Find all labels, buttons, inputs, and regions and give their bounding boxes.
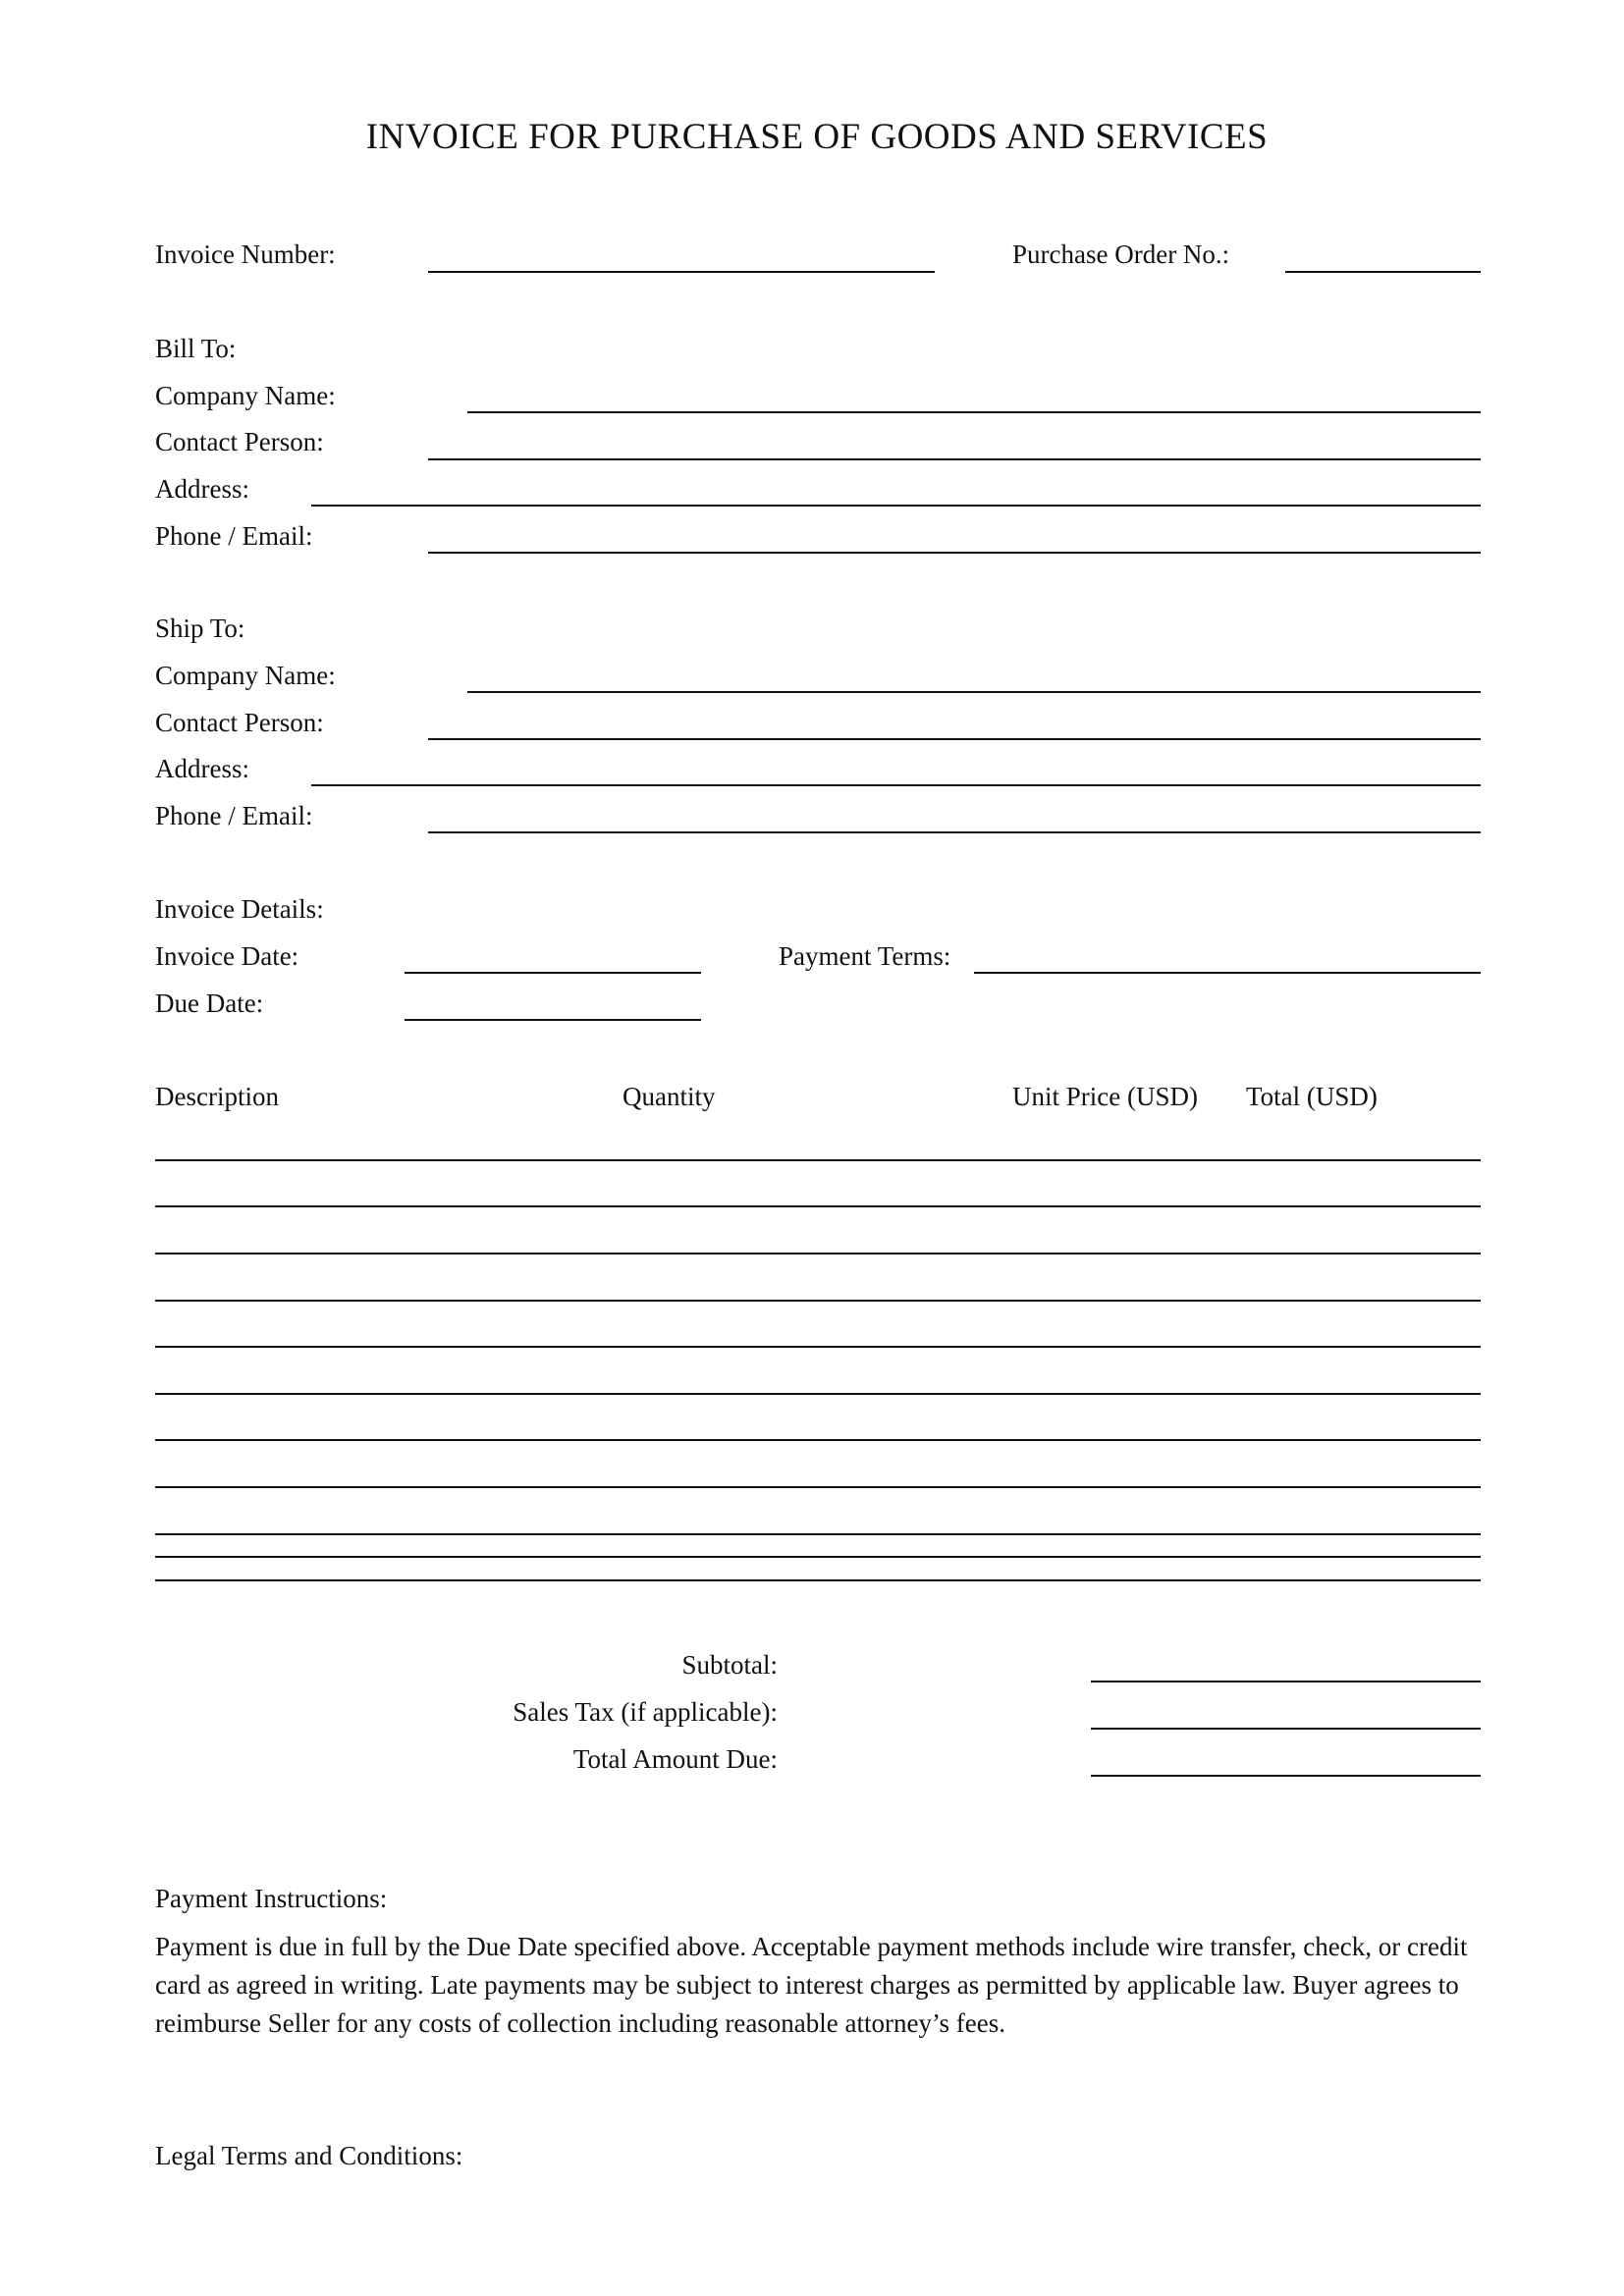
payment-terms-label: Payment Terms: — [779, 941, 951, 971]
ship-to-address-field[interactable] — [311, 784, 1481, 786]
column-header-unit-price: Unit Price (USD) — [1012, 1082, 1198, 1111]
sales-tax-label: Sales Tax (if applicable): — [513, 1697, 778, 1727]
item-line-2[interactable] — [155, 1205, 1481, 1207]
purchase-order-label: Purchase Order No.: — [1012, 240, 1230, 269]
item-line-9[interactable] — [155, 1533, 1481, 1535]
due-date-field[interactable] — [405, 1019, 701, 1021]
item-line-10[interactable] — [155, 1556, 1481, 1558]
purchase-order-field[interactable] — [1285, 271, 1481, 273]
invoice-number-label: Invoice Number: — [155, 240, 336, 269]
item-line-3[interactable] — [155, 1253, 1481, 1255]
bill-to-address-label: Address: — [155, 474, 249, 504]
subtotal-label: Subtotal: — [681, 1650, 778, 1680]
sales-tax-field[interactable] — [1091, 1728, 1481, 1730]
item-line-7[interactable] — [155, 1439, 1481, 1441]
payment-terms-field[interactable] — [974, 972, 1481, 974]
ship-to-contact-field[interactable] — [428, 738, 1481, 740]
bill-to-contact-label: Contact Person: — [155, 427, 324, 456]
ship-to-company-field[interactable] — [467, 691, 1481, 693]
invoice-date-field[interactable] — [405, 972, 701, 974]
total-due-field[interactable] — [1091, 1775, 1481, 1777]
column-header-quantity: Quantity — [623, 1082, 716, 1111]
invoice-date-label: Invoice Date: — [155, 941, 299, 971]
ship-to-heading: Ship To: — [155, 614, 245, 643]
column-header-description: Description — [155, 1082, 279, 1111]
item-line-6[interactable] — [155, 1393, 1481, 1395]
payment-instructions-body: Payment is due in full by the Due Date specified above. Acceptable payment methods include wire transfer, check, or credit card as agreed in writing. Late payments may be subject to interest charges as permitted by applicable law. Buyer agrees to reimburse Seller for any costs of collection including reasonable attorney’s fees. — [155, 1932, 1468, 2038]
payment-instructions-heading: Payment Instructions: — [155, 1884, 388, 1913]
legal-terms-heading: Legal Terms and Conditions: — [155, 2141, 463, 2170]
ship-to-address-label: Address: — [155, 754, 249, 783]
invoice-details-heading: Invoice Details: — [155, 894, 324, 924]
ship-to-phone-email-label: Phone / Email: — [155, 801, 313, 830]
item-line-1[interactable] — [155, 1159, 1481, 1161]
column-header-total: Total (USD) — [1246, 1082, 1378, 1111]
subtotal-field[interactable] — [1091, 1681, 1481, 1682]
bill-to-company-label: Company Name: — [155, 381, 336, 410]
item-line-5[interactable] — [155, 1346, 1481, 1348]
bill-to-phone-email-field[interactable] — [428, 552, 1481, 554]
ship-to-company-label: Company Name: — [155, 661, 336, 690]
invoice-number-field[interactable] — [428, 271, 935, 273]
bill-to-phone-email-label: Phone / Email: — [155, 521, 313, 551]
ship-to-contact-label: Contact Person: — [155, 708, 324, 737]
document-title: INVOICE FOR PURCHASE OF GOODS AND SERVICES — [365, 117, 1269, 157]
bill-to-address-field[interactable] — [311, 505, 1481, 507]
item-line-8[interactable] — [155, 1486, 1481, 1488]
bill-to-company-field[interactable] — [467, 411, 1481, 413]
bill-to-heading: Bill To: — [155, 334, 237, 363]
total-due-label: Total Amount Due: — [572, 1744, 778, 1774]
due-date-label: Due Date: — [155, 988, 264, 1018]
item-line-4[interactable] — [155, 1300, 1481, 1302]
ship-to-phone-email-field[interactable] — [428, 831, 1481, 833]
item-line-11[interactable] — [155, 1579, 1481, 1581]
bill-to-contact-field[interactable] — [428, 458, 1481, 460]
